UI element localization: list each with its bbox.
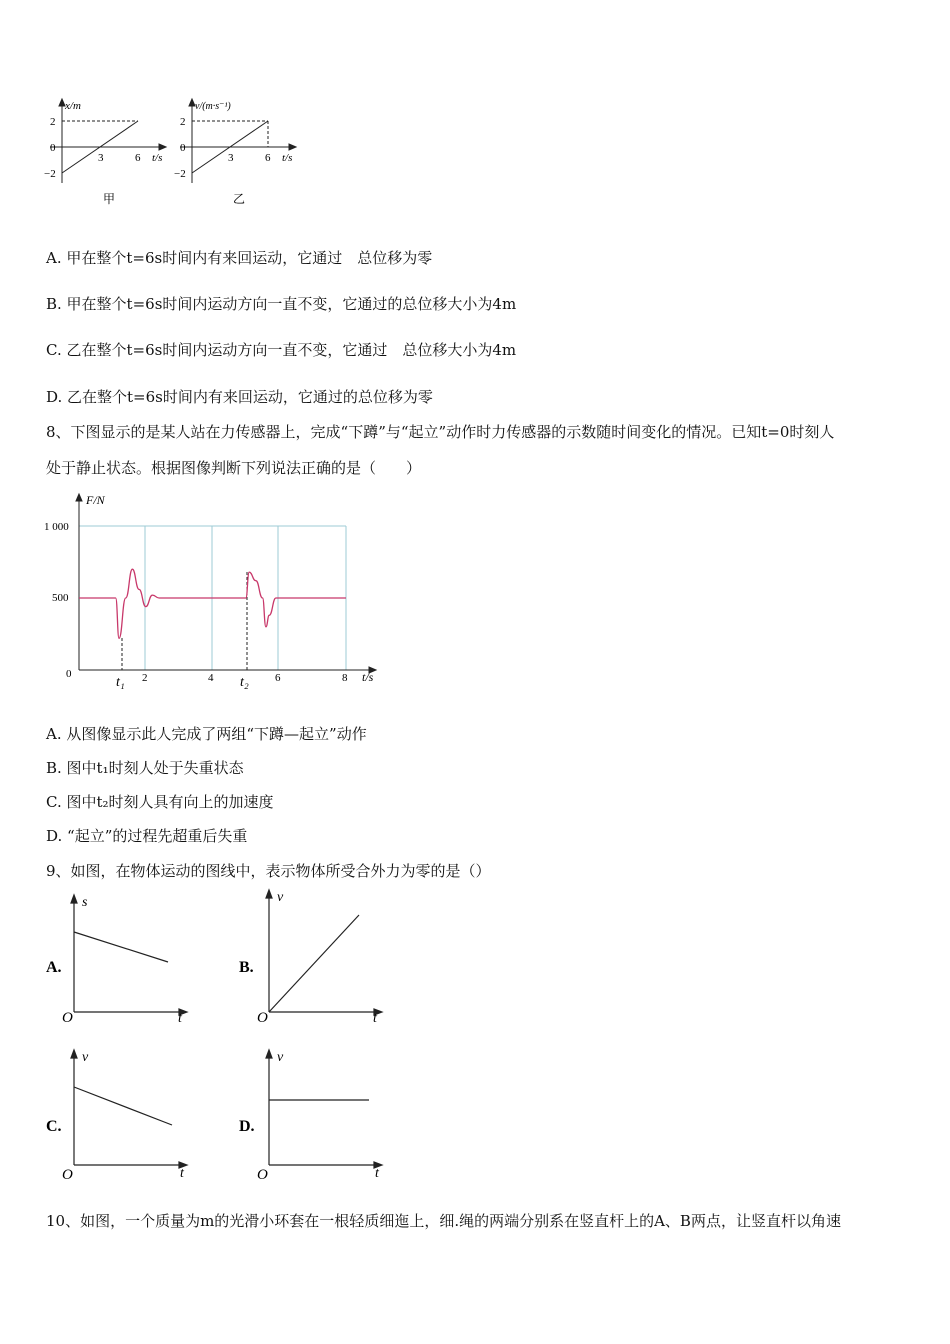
q10-stem: 10、如图，一个质量为m的光滑小环套在一根轻质细迤上，细.绳的两端分别系在竖直杆上的A、B两点，让竖直杆以角速 bbox=[46, 1212, 841, 1230]
q9-graph-d bbox=[235, 1045, 395, 1185]
q9-a-origin: O bbox=[62, 1010, 73, 1025]
yi-tick-y-neg2: −2 bbox=[174, 168, 186, 180]
tick-y-1000: 1 000 bbox=[44, 521, 69, 533]
jia-tick-y-0: 0 bbox=[50, 142, 56, 154]
q9-b-label: B. bbox=[239, 959, 254, 976]
q9-graph-b bbox=[235, 885, 395, 1025]
q9-a-label: A. bbox=[46, 959, 62, 976]
yi-tick-y-2: 2 bbox=[180, 116, 186, 128]
q9-b-origin: O bbox=[257, 1010, 268, 1025]
q9-c-label: C. bbox=[46, 1118, 62, 1135]
q8-option-d: D. “起立”的过程先超重后失重 bbox=[46, 827, 248, 845]
q9-a-y-axis: s bbox=[82, 895, 88, 910]
force-time-chart bbox=[40, 488, 390, 693]
tick-y-500: 500 bbox=[52, 592, 69, 604]
q9-d-label: D. bbox=[239, 1118, 255, 1135]
jia-y-axis-label: x/m bbox=[65, 100, 81, 112]
q9-c-origin: O bbox=[62, 1167, 73, 1183]
yi-x-axis-label: t/s bbox=[282, 152, 293, 164]
q8-option-b: B. 图中t₁时刻人处于失重状态 bbox=[46, 759, 244, 777]
jia-x-axis-label: t/s bbox=[152, 152, 163, 164]
jia-tick-x-3: 3 bbox=[98, 152, 104, 164]
tick-x-6: 6 bbox=[275, 672, 281, 684]
q9-graph-c bbox=[40, 1045, 200, 1185]
q7-option-a: A. 甲在整个t=6s时间内有来回运动，它通过 总位移为零 bbox=[46, 249, 433, 267]
q9-d-y-axis: v bbox=[277, 1050, 284, 1065]
q9-a-x-axis: t bbox=[178, 1011, 182, 1025]
q7-option-d: D. 乙在整个t=6s时间内有来回运动，它通过的总位移为零 bbox=[46, 388, 433, 406]
tick-x-4: 4 bbox=[208, 672, 214, 684]
yi-y-axis-label: v/(m·s⁻¹) bbox=[195, 101, 231, 112]
q9-b-y-axis: v bbox=[277, 890, 284, 905]
q8-option-c: C. 图中t₂时刻人具有向上的加速度 bbox=[46, 793, 274, 811]
jia-tick-y-neg2: −2 bbox=[44, 168, 56, 180]
q9-graph-a bbox=[40, 890, 200, 1025]
yi-tick-x-6: 6 bbox=[265, 152, 271, 164]
label-t1: t₁ bbox=[116, 675, 125, 690]
tick-y-0: 0 bbox=[66, 668, 72, 680]
chart-x-axis-label: t/s bbox=[362, 670, 374, 684]
yi-tick-x-3: 3 bbox=[228, 152, 234, 164]
jia-tick-x-6: 6 bbox=[135, 152, 141, 164]
chart-y-axis-label: F/N bbox=[86, 493, 105, 507]
q9-c-x-axis: t bbox=[180, 1166, 184, 1181]
graph-yi bbox=[170, 95, 310, 215]
q8-stem-line1: 8、下图显示的是某人站在力传感器上，完成“下蹲”与“起立”动作时力传感器的示数随时间变化的情况。已知t=0时刻人 bbox=[46, 423, 835, 441]
yi-tick-y-0: 0 bbox=[180, 142, 186, 154]
tick-x-8: 8 bbox=[342, 672, 348, 684]
q7-option-c: C. 乙在整个t=6s时间内运动方向一直不变，它通过 总位移大小为4m bbox=[46, 341, 517, 359]
q9-b-x-axis: t bbox=[373, 1011, 377, 1025]
q8-stem-line2: 处于静止状态。根据图像判断下列说法正确的是（ ） bbox=[46, 459, 422, 477]
q9-c-y-axis: v bbox=[82, 1050, 89, 1065]
caption-jia: 甲 bbox=[103, 192, 116, 206]
q8-option-a: A. 从图像显示此人完成了两组“下蹲—起立”动作 bbox=[46, 725, 367, 743]
graph-jia bbox=[40, 95, 180, 215]
tick-x-2: 2 bbox=[142, 672, 148, 684]
jia-tick-y-2: 2 bbox=[50, 116, 56, 128]
q9-stem: 9、如图，在物体运动的图线中，表示物体所受合外力为零的是（） bbox=[46, 862, 491, 880]
q7-option-b: B. 甲在整个t=6s时间内运动方向一直不变，它通过的总位移大小为4m bbox=[46, 295, 517, 313]
label-t2: t₂ bbox=[240, 675, 249, 690]
caption-yi: 乙 bbox=[233, 192, 246, 206]
q9-d-x-axis: t bbox=[375, 1166, 379, 1181]
q9-d-origin: O bbox=[257, 1167, 268, 1183]
